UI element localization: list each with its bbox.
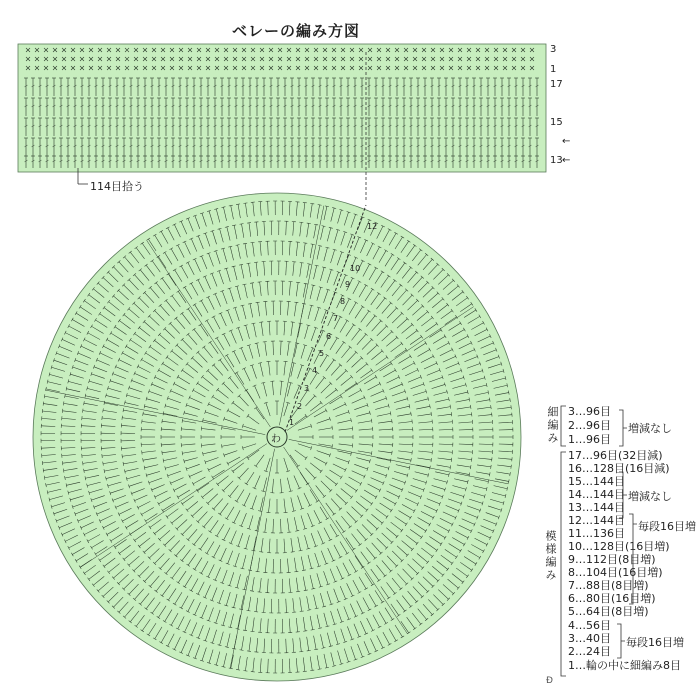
spoke-label: 3 bbox=[304, 384, 310, 393]
legend-row: 3…96目 bbox=[568, 405, 611, 418]
legend-panel bbox=[532, 400, 700, 692]
row-arrow-icon: ← bbox=[562, 136, 571, 147]
legend-row: 7…88目(8目増) bbox=[568, 579, 649, 592]
spoke-label: 6 bbox=[326, 332, 332, 341]
legend-row: 17…96目(32目減) bbox=[568, 449, 663, 462]
band-row-label: 17 bbox=[550, 79, 563, 90]
spoke-label: 4 bbox=[312, 366, 318, 375]
legend-note: 増減なし bbox=[628, 422, 672, 435]
legend-row: 6…80目(16目増) bbox=[568, 592, 656, 605]
legend-row: 14…144目 bbox=[568, 488, 625, 501]
legend-group-label: 模様編み bbox=[544, 530, 557, 582]
band-row-label: 1 bbox=[550, 64, 557, 75]
spoke-label: 9 bbox=[345, 280, 351, 289]
legend-row: 16…128目(16目減) bbox=[568, 462, 670, 475]
legend-note: 毎段16目増 bbox=[626, 636, 684, 649]
band-row-label: 3 bbox=[550, 44, 557, 55]
legend-bracket bbox=[616, 622, 626, 660]
legend-note: 増減なし bbox=[628, 490, 672, 503]
spoke-label: 2 bbox=[297, 402, 303, 411]
spoke-label: 1 bbox=[289, 418, 295, 427]
legend-row: 5…64目(8目増) bbox=[568, 605, 649, 618]
legend-bracket bbox=[558, 450, 568, 678]
legend-row: 9…112目(8目増) bbox=[568, 553, 656, 566]
center-label: わ bbox=[271, 434, 281, 445]
legend-row: 11…136目 bbox=[568, 527, 625, 540]
row-arrow-icon: ← bbox=[562, 155, 571, 166]
legend-row: 3…40目 bbox=[568, 632, 611, 645]
legend-note: 毎段16目増 bbox=[638, 520, 696, 533]
spoke-label: 10 bbox=[350, 264, 361, 273]
legend-row: 12…144目 bbox=[568, 514, 625, 527]
legend-bracket bbox=[618, 470, 628, 520]
legend-row: 2…24目 bbox=[568, 645, 611, 658]
legend-row: 4…56目 bbox=[568, 619, 611, 632]
spoke-label: 5 bbox=[319, 349, 325, 358]
legend-row: 2…96目 bbox=[568, 419, 611, 432]
spoke-label: 12 bbox=[367, 222, 378, 231]
legend-row: 1…輪の中に細編み8目 bbox=[568, 659, 681, 672]
legend-bracket bbox=[628, 512, 638, 606]
diagram-title: ベレーの編み方図 bbox=[232, 22, 361, 40]
corner-mark: Ð bbox=[546, 676, 553, 686]
pickup-note: 114目拾う bbox=[90, 180, 144, 193]
band-row-label: 13 bbox=[550, 155, 563, 166]
spoke-label: 7 bbox=[333, 314, 339, 323]
legend-row: 8…104目(16目増) bbox=[568, 566, 663, 579]
legend-group-label: 細編み bbox=[546, 406, 559, 445]
legend-bracket bbox=[558, 404, 568, 448]
legend-bracket bbox=[618, 408, 628, 448]
legend-row: 1…96目 bbox=[568, 433, 611, 446]
legend-row: 13…144目 bbox=[568, 501, 625, 514]
spoke-label: 8 bbox=[340, 297, 346, 306]
legend-row: 15…144目 bbox=[568, 475, 625, 488]
band-row-label: 15 bbox=[550, 117, 563, 128]
legend-row: 10…128目(16目増) bbox=[568, 540, 670, 553]
